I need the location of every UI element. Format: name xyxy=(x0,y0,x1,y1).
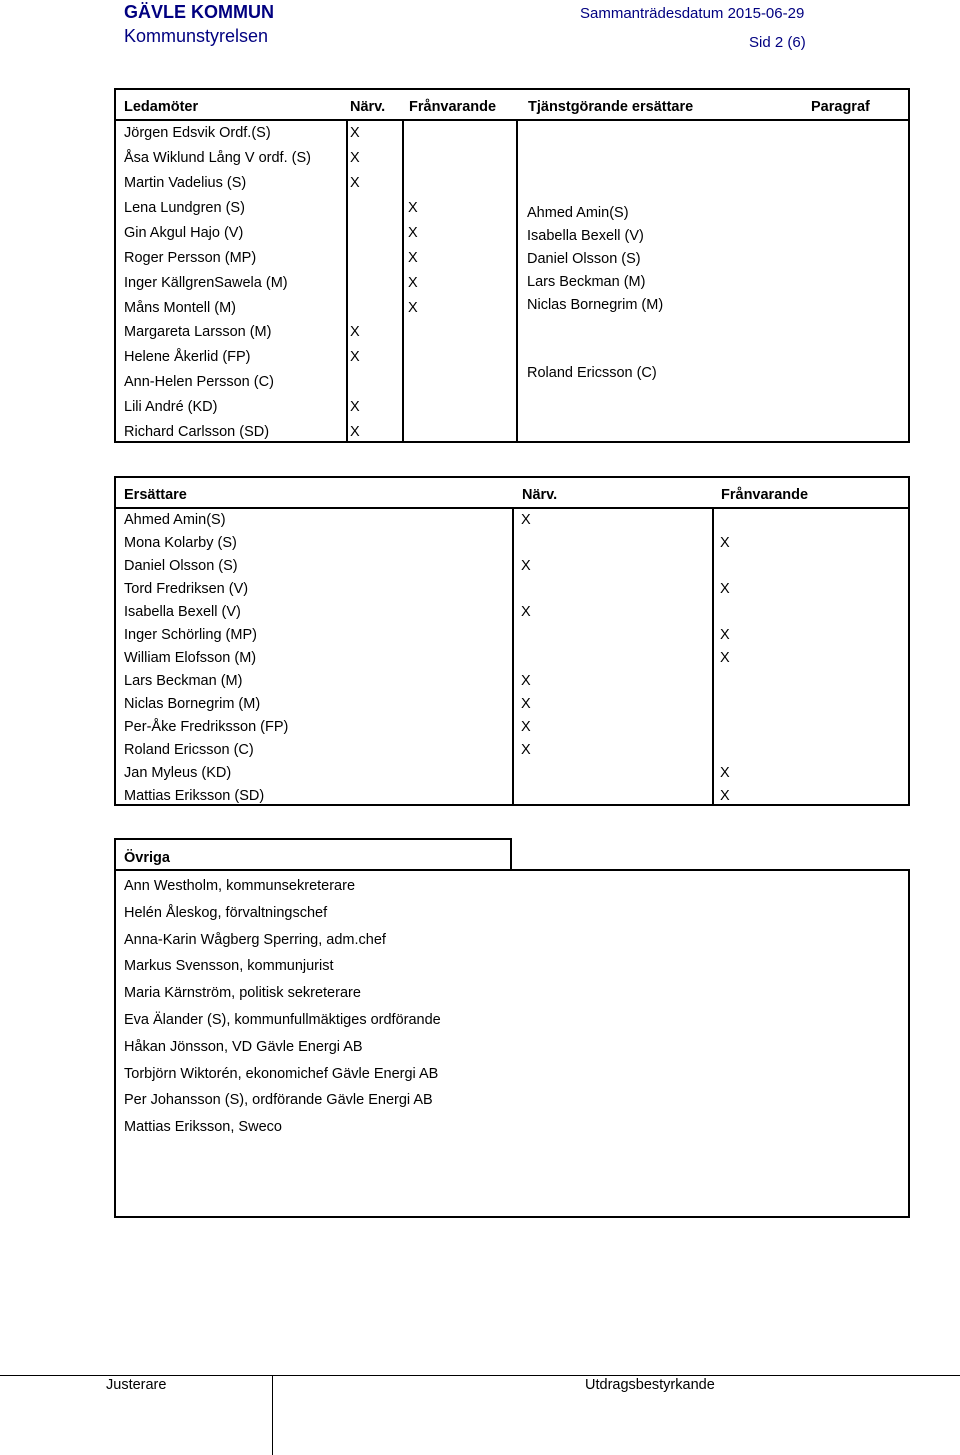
col-header-alternates: Ersättare xyxy=(124,487,187,503)
footer-extract-label: Utdragsbestyrkande xyxy=(585,1377,715,1393)
col-header-others: Övriga xyxy=(124,850,170,866)
substitute-name: Roland Ericsson (C) xyxy=(527,365,657,381)
col-header-paragraph: Paragraf xyxy=(811,99,870,115)
absent-mark: X xyxy=(408,225,418,241)
member-name: Måns Montell (M) xyxy=(124,300,236,316)
absent-mark: X xyxy=(720,650,730,666)
member-name: Ann-Helen Persson (C) xyxy=(124,374,274,390)
col-divider xyxy=(512,507,514,804)
present-mark: X xyxy=(521,673,531,689)
others-item: Ann Westholm, kommunsekreterare xyxy=(124,878,356,894)
member-name: Martin Vadelius (S) xyxy=(124,175,247,191)
present-mark: X xyxy=(521,696,531,712)
alternate-name: Niclas Bornegrim (M) xyxy=(124,696,261,712)
others-item: Eva Älander (S), kommunfullmäktiges ordförande xyxy=(124,1012,441,1028)
col-divider xyxy=(516,121,518,441)
member-name: Helene Åkerlid (FP) xyxy=(124,349,251,365)
col-divider xyxy=(712,507,714,804)
member-name: Gin Akgul Hajo (V) xyxy=(124,225,244,241)
member-name: Inger KällgrenSawela (M) xyxy=(124,275,288,291)
others-header-cell xyxy=(114,838,512,871)
alternate-name: Lars Beckman (M) xyxy=(124,673,243,689)
present-mark: X xyxy=(350,175,360,191)
footer-divider xyxy=(0,1375,960,1376)
others-item: Markus Svensson, kommunjurist xyxy=(124,958,334,975)
col-header-present: Närv. xyxy=(350,99,386,115)
others-item: Torbjörn Wiktorén, ekonomichef Gävle Energi AB xyxy=(124,1065,439,1082)
substitute-name: Isabella Bexell (V) xyxy=(527,228,644,244)
others-item: Anna-Karin Wågberg Sperring, adm.chef xyxy=(124,931,386,948)
alternate-name: Ahmed Amin(S) xyxy=(124,512,226,528)
present-mark: X xyxy=(521,512,531,528)
member-name: Åsa Wiklund Lång V ordf. (S) xyxy=(124,150,311,166)
col-header-members: Ledamöter xyxy=(124,99,199,115)
absent-mark: X xyxy=(408,275,418,291)
alternate-name: Daniel Olsson (S) xyxy=(124,558,238,574)
member-name: Richard Carlsson (SD) xyxy=(124,424,270,440)
alternate-name: Isabella Bexell (V) xyxy=(124,604,241,620)
present-mark: X xyxy=(350,399,360,415)
substitute-name: Daniel Olsson (S) xyxy=(527,251,641,267)
footer-adjuster-label: Justerare xyxy=(106,1377,167,1393)
present-mark: X xyxy=(521,558,531,574)
present-mark: X xyxy=(521,719,531,735)
committee-name: Kommunstyrelsen xyxy=(124,26,269,46)
alternate-name: Mona Kolarby (S) xyxy=(124,535,237,551)
present-mark: X xyxy=(350,150,360,166)
member-name: Jörgen Edsvik Ordf.(S) xyxy=(124,125,271,141)
absent-mark: X xyxy=(408,250,418,266)
others-item: Per Johansson (S), ordförande Gävle Energi AB xyxy=(124,1092,433,1109)
absent-mark: X xyxy=(720,535,730,551)
org-name: GÄVLE KOMMUN xyxy=(124,2,274,22)
others-item: Maria Kärnström, politisk sekreterare xyxy=(124,985,361,1002)
alternate-name: William Elofsson (M) xyxy=(124,650,257,666)
present-mark: X xyxy=(350,424,360,440)
present-mark: X xyxy=(521,742,531,758)
alternate-name: Per-Åke Fredriksson (FP) xyxy=(124,719,289,735)
others-item: Helén Åleskog, förvaltningschef xyxy=(124,904,328,921)
absent-mark: X xyxy=(408,300,418,316)
substitute-name: Niclas Bornegrim (M) xyxy=(527,297,664,313)
alternate-name: Mattias Eriksson (SD) xyxy=(124,788,265,804)
present-mark: X xyxy=(350,349,360,365)
others-item: Mattias Eriksson, Sweco xyxy=(124,1119,282,1136)
member-name: Margareta Larsson (M) xyxy=(124,324,272,340)
absent-mark: X xyxy=(720,581,730,597)
present-mark: X xyxy=(521,604,531,620)
substitute-name: Lars Beckman (M) xyxy=(527,274,646,290)
col-divider xyxy=(402,121,404,441)
alternate-name: Tord Fredriksen (V) xyxy=(124,581,249,597)
others-item: Håkan Jönsson, VD Gävle Energi AB xyxy=(124,1038,363,1055)
absent-mark: X xyxy=(720,765,730,781)
alternate-name: Roland Ericsson (C) xyxy=(124,742,254,758)
page-number: Sid 2 (6) xyxy=(749,34,806,51)
header-divider xyxy=(116,119,908,121)
absent-mark: X xyxy=(720,788,730,804)
col-header-substitute: Tjänstgörande ersättare xyxy=(528,99,694,115)
meeting-date: Sammanträdesdatum 2015-06-29 xyxy=(580,5,805,22)
footer-col-divider xyxy=(272,1375,273,1455)
col-header-absent: Frånvarande xyxy=(409,99,497,115)
member-name: Roger Persson (MP) xyxy=(124,250,257,266)
col-divider xyxy=(346,121,348,441)
member-name: Lili André (KD) xyxy=(124,399,218,415)
member-name: Lena Lundgren (S) xyxy=(124,200,245,216)
alternate-name: Inger Schörling (MP) xyxy=(124,627,257,643)
alternate-name: Jan Myleus (KD) xyxy=(124,765,232,781)
col-header-absent: Frånvarande xyxy=(721,487,809,503)
col-header-present: Närv. xyxy=(522,487,558,503)
substitute-name: Ahmed Amin(S) xyxy=(527,205,629,221)
present-mark: X xyxy=(350,125,360,141)
absent-mark: X xyxy=(720,627,730,643)
present-mark: X xyxy=(350,324,360,340)
absent-mark: X xyxy=(408,200,418,216)
